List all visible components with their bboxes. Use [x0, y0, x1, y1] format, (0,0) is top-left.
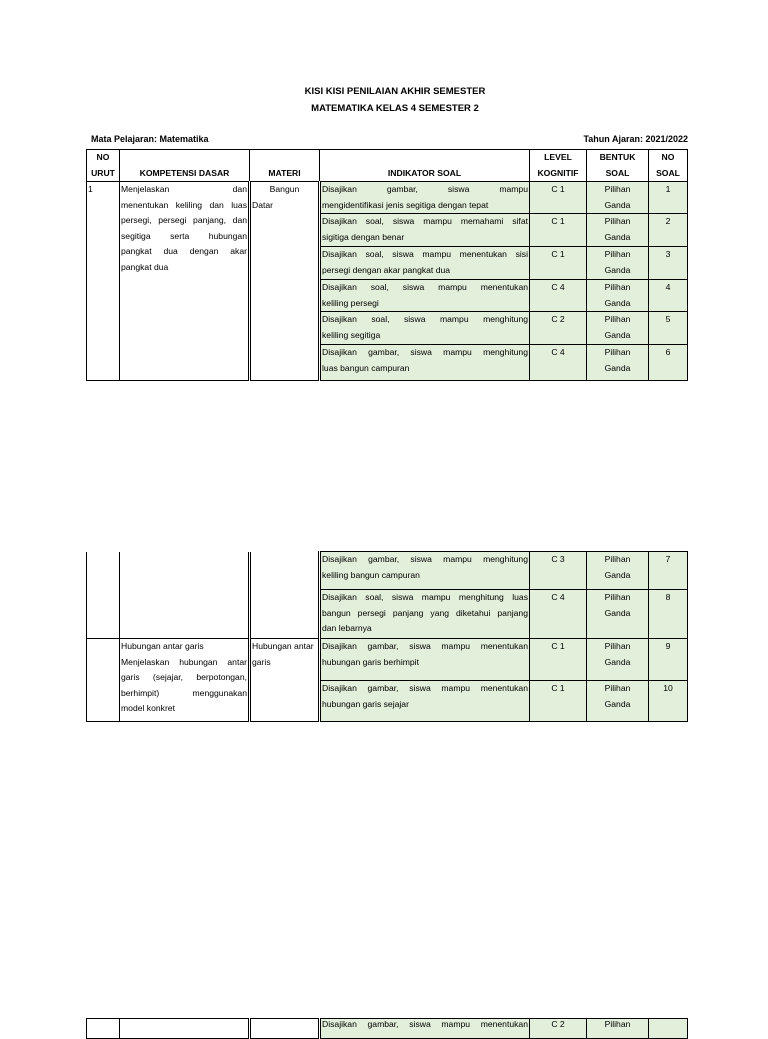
level-cell: C 2: [530, 1019, 587, 1039]
bentuk-cell: Pilihan Ganda: [587, 590, 649, 639]
header-level-kognitif: LEVEL KOGNITIF: [530, 150, 587, 182]
kompetensi-dasar-cell: Hubungan antar garis Menjelaskan hubungan antar garis (sejajar, berpotongan, berhimpit) menggunakan model konkret: [120, 639, 250, 722]
bentuk-cell: Pilihan Ganda: [587, 345, 649, 381]
bentuk-cell: Pilihan Ganda: [587, 247, 649, 280]
indikator-cell: Disajikan gambar, siswa mampu menentukan hubungan garis berhimpit: [320, 639, 530, 681]
level-cell: C 2: [530, 312, 587, 345]
no-urut-cell: 1: [87, 182, 120, 381]
bentuk-cell: Pilihan Ganda: [587, 214, 649, 247]
no-soal-cell: 8: [649, 590, 688, 639]
doc-title-1: KISI KISI PENILAIAN AKHIR SEMESTER: [304, 86, 486, 97]
table-row: [87, 182, 688, 214]
indikator-cell: Disajikan soal, siswa mampu menentukan sisi persegi dengan akar pangkat dua: [320, 247, 530, 280]
header-no-urut: NO URUT: [87, 150, 120, 182]
level-cell: C 4: [530, 590, 587, 639]
no-urut-cell: [87, 639, 120, 722]
indikator-cell: Disajikan gambar, siswa mampu menghitung luas bangun campuran: [320, 345, 530, 381]
indikator-cell: Disajikan gambar, siswa mampu menghitung keliling bangun campuran: [320, 552, 530, 590]
indikator-cell: Disajikan soal, siswa mampu menghitung luas bangun persegi panjang yang diketahui panjang dan lebarnya: [320, 590, 530, 639]
bentuk-cell: Pilihan Ganda: [587, 280, 649, 312]
header-kompetensi-dasar: KOMPETENSI DASAR: [120, 150, 250, 182]
header-no-soal: NO SOAL: [649, 150, 688, 182]
kisi-table-page-3: [86, 1018, 688, 1039]
level-cell: C 1: [530, 247, 587, 280]
bentuk-cell: Pilihan Ganda: [587, 182, 649, 214]
level-cell: C 4: [530, 280, 587, 312]
kisi-table-page-2: [86, 551, 688, 722]
kompetensi-dasar-cell: Menjelaskan dan menentukan keliling dan luas persegi, persegi panjang, dan segitiga serta hubungan pangkat dua dengan akar pangkat dua: [120, 182, 250, 381]
level-cell: C 1: [530, 182, 587, 214]
header-bentuk-soal: BENTUK SOAL: [587, 150, 649, 182]
no-soal-cell: 6: [649, 345, 688, 381]
materi-cell: Bangun Datar: [250, 182, 320, 381]
indikator-cell: Disajikan gambar, siswa mampu menentukan hubungan garis sejajar: [320, 681, 530, 722]
mata-pelajaran: Mata Pelajaran: Matematika: [91, 134, 209, 144]
no-urut-cell: [87, 1019, 120, 1039]
kompetensi-dasar-cell: [120, 1019, 250, 1039]
level-cell: C 1: [530, 681, 587, 722]
no-soal-cell: 9: [649, 639, 688, 681]
indikator-cell: Disajikan soal, siswa mampu menentukan keliling persegi: [320, 280, 530, 312]
materi-cell: [250, 552, 320, 639]
indikator-cell: Disajikan soal, siswa mampu menghitung keliling segitiga: [320, 312, 530, 345]
bentuk-cell: Pilihan: [587, 1019, 649, 1039]
level-cell: C 4: [530, 345, 587, 381]
no-soal-cell: 4: [649, 280, 688, 312]
no-soal-cell: [649, 1019, 688, 1039]
doc-title-2: MATEMATIKA KELAS 4 SEMESTER 2: [311, 103, 479, 114]
no-soal-cell: 3: [649, 247, 688, 280]
bentuk-cell: Pilihan Ganda: [587, 312, 649, 345]
materi-cell: [250, 1019, 320, 1039]
bentuk-cell: Pilihan Ganda: [587, 639, 649, 681]
indikator-cell: Disajikan gambar, siswa mampu mengidentifikasi jenis segitiga dengan tepat: [320, 182, 530, 214]
no-soal-cell: 7: [649, 552, 688, 590]
kompetensi-dasar-cell: [120, 552, 250, 639]
kisi-table-page-1: [86, 149, 688, 381]
bentuk-cell: Pilihan Ganda: [587, 681, 649, 722]
indikator-cell: Disajikan gambar, siswa mampu menentukan: [320, 1019, 530, 1039]
indikator-cell: Disajikan soal, siswa mampu memahami sifat sigitiga dengan benar: [320, 214, 530, 247]
no-soal-cell: 2: [649, 214, 688, 247]
level-cell: C 1: [530, 214, 587, 247]
header-materi: MATERI: [250, 150, 320, 182]
tahun-ajaran: Tahun Ajaran: 2021/2022: [583, 134, 688, 144]
materi-cell: Hubungan antar garis: [250, 639, 320, 722]
table-row: [87, 1019, 688, 1039]
no-urut-cell: [87, 552, 120, 639]
table-row: [87, 639, 688, 681]
level-cell: C 1: [530, 639, 587, 681]
no-soal-cell: 10: [649, 681, 688, 722]
level-cell: C 3: [530, 552, 587, 590]
no-soal-cell: 1: [649, 182, 688, 214]
header-indikator-soal: INDIKATOR SOAL: [320, 150, 530, 182]
bentuk-cell: Pilihan Ganda: [587, 552, 649, 590]
table-row: [87, 552, 688, 590]
table-header-row: [87, 150, 688, 182]
no-soal-cell: 5: [649, 312, 688, 345]
